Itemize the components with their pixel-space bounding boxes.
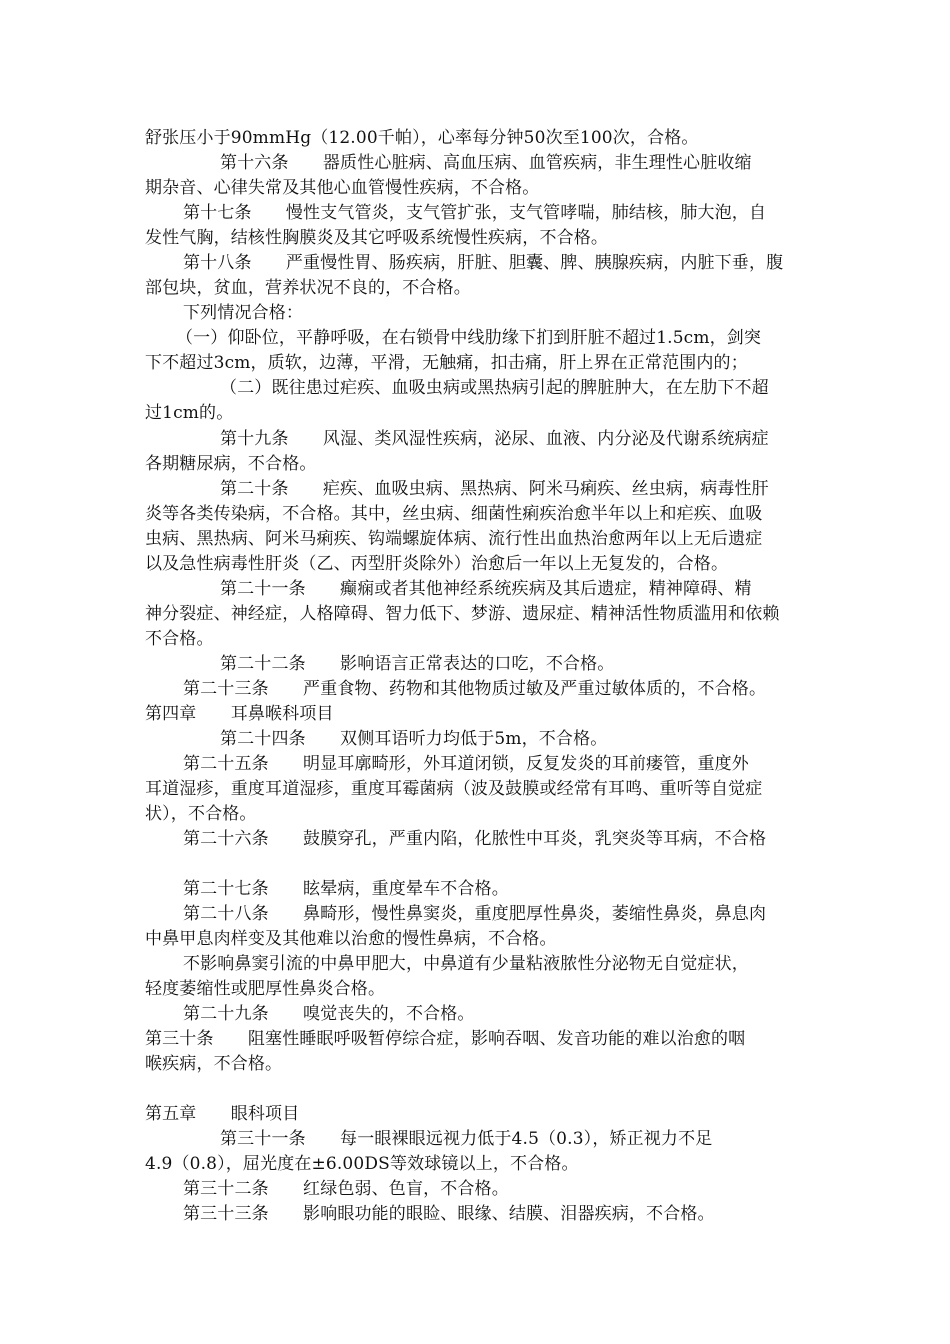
text-line: 以及急性病毒性肝炎（乙、丙型肝炎除外）治愈后一年以上无复发的，合格。 <box>145 554 729 574</box>
text-line: 喉疾病，不合格。 <box>145 1054 283 1074</box>
text-line: 神分裂症、神经症，人格障碍、智力低下、梦游、遗尿症、精神活性物质滥用和依赖 <box>145 604 780 624</box>
text-line: 状），不合格。 <box>145 804 257 824</box>
text-line: 4.9（0.8），屈光度在±6.00DS等效球镜以上，不合格。 <box>145 1154 579 1174</box>
article-22-heading-line: 第二十二条 影响语言正常表达的口吃，不合格。 <box>220 654 615 674</box>
text-line: 炎等各类传染病，不合格。其中，丝虫病、细菌性痢疾治愈半年以上和疟疾、血吸 <box>145 504 763 524</box>
article-27-heading-line: 第二十七条 眩晕病，重度晕车不合格。 <box>183 879 509 899</box>
article-24-heading-line: 第二十四条 双侧耳语听力均低于5m，不合格。 <box>220 729 608 749</box>
article-20-heading-line: 第二十条 疟疾、血吸虫病、黑热病、阿米马痢疾、丝虫病，病毒性肝 <box>220 479 769 499</box>
text-line: 不影响鼻窦引流的中鼻甲肥大，中鼻道有少量粘液脓性分泌物无自觉症状， <box>183 954 749 974</box>
article-16-heading-line: 第十六条 器质性心脏病、高血压病、血管疾病，非生理性心脏收缩 <box>220 153 752 173</box>
text-line: （一）仰卧位，平静呼吸，在右锁骨中线肋缘下扪到肝脏不超过1.5cm，剑突 <box>176 328 762 348</box>
article-28-heading-line: 第二十八条 鼻畸形，慢性鼻窦炎，重度肥厚性鼻炎，萎缩性鼻炎，鼻息肉 <box>183 904 767 924</box>
text-line: 期杂音、心律失常及其他心血管慢性疾病，不合格。 <box>145 178 540 198</box>
text-line: 虫病、黑热病、阿米马痢疾、钩端螺旋体病、流行性出血热治愈两年以上无后遗症 <box>145 529 763 549</box>
text-line: 不合格。 <box>145 629 214 649</box>
article-33-heading-line: 第三十三条 影响眼功能的眼睑、眼缘、结膜、泪器疾病，不合格。 <box>183 1204 715 1224</box>
article-21-heading-line: 第二十一条 癫痫或者其他神经系统疾病及其后遗症，精神障碍、精 <box>220 579 752 599</box>
text-line: 轻度萎缩性或肥厚性鼻炎合格。 <box>145 979 386 999</box>
text-line: 过1cm的。 <box>145 403 234 423</box>
text-line: （二）既往患过疟疾、血吸虫病或黑热病引起的脾脏肿大，在左肋下不超 <box>220 378 769 398</box>
text-line: 下不超过3cm，质软，边薄，平滑，无触痛，扣击痛，肝上界在正常范围内的； <box>145 353 748 373</box>
article-31-heading-line: 第三十一条 每一眼裸眼远视力低于4.5（0.3），矫正视力不足 <box>220 1129 713 1149</box>
text-line: 中鼻甲息肉样变及其他难以治愈的慢性鼻病，不合格。 <box>145 929 557 949</box>
article-17-heading-line: 第十七条 慢性支气管炎，支气管扩张，支气管哮喘，肺结核，肺大泡，自 <box>183 203 767 223</box>
text-line: 部包块，贫血，营养状况不良的，不合格。 <box>145 278 471 298</box>
chapter-4-heading: 第四章 耳鼻喉科项目 <box>145 704 334 724</box>
text-line: 下列情况合格： <box>183 303 304 323</box>
text-line: 耳道湿疹，重度耳道湿疹，重度耳霉菌病（波及鼓膜或经常有耳鸣、重听等自觉症 <box>145 779 763 799</box>
article-25-heading-line: 第二十五条 明显耳廓畸形，外耳道闭锁，反复发炎的耳前瘘管，重度外 <box>183 754 749 774</box>
article-19-heading-line: 第十九条 风湿、类风湿性疾病，泌尿、血液、内分泌及代谢系统病症 <box>220 429 769 449</box>
article-30-heading-line: 第三十条 阻塞性睡眠呼吸暂停综合症，影响吞咽、发音功能的难以治愈的咽 <box>145 1029 746 1049</box>
text-line: 舒张压小于90mmHg（12.00千帕），心率每分钟50次至100次，合格。 <box>145 128 699 148</box>
article-32-heading-line: 第三十二条 红绿色弱、色盲，不合格。 <box>183 1179 509 1199</box>
text-line: 发性气胸，结核性胸膜炎及其它呼吸系统慢性疾病，不合格。 <box>145 228 609 248</box>
article-26-heading-line: 第二十六条 鼓膜穿孔，严重内陷，化脓性中耳炎，乳突炎等耳病，不合格 <box>183 829 767 849</box>
chapter-5-heading: 第五章 眼科项目 <box>145 1104 300 1124</box>
text-line: 各期糖尿病，不合格。 <box>145 454 317 474</box>
article-23-heading-line: 第二十三条 严重食物、药物和其他物质过敏及严重过敏体质的，不合格。 <box>183 679 767 699</box>
article-29-heading-line: 第二十九条 嗅觉丧失的，不合格。 <box>183 1004 475 1024</box>
article-18-heading-line: 第十八条 严重慢性胃、肠疾病，肝脏、胆囊、脾、胰腺疾病，内脏下垂，腹 <box>183 253 784 273</box>
